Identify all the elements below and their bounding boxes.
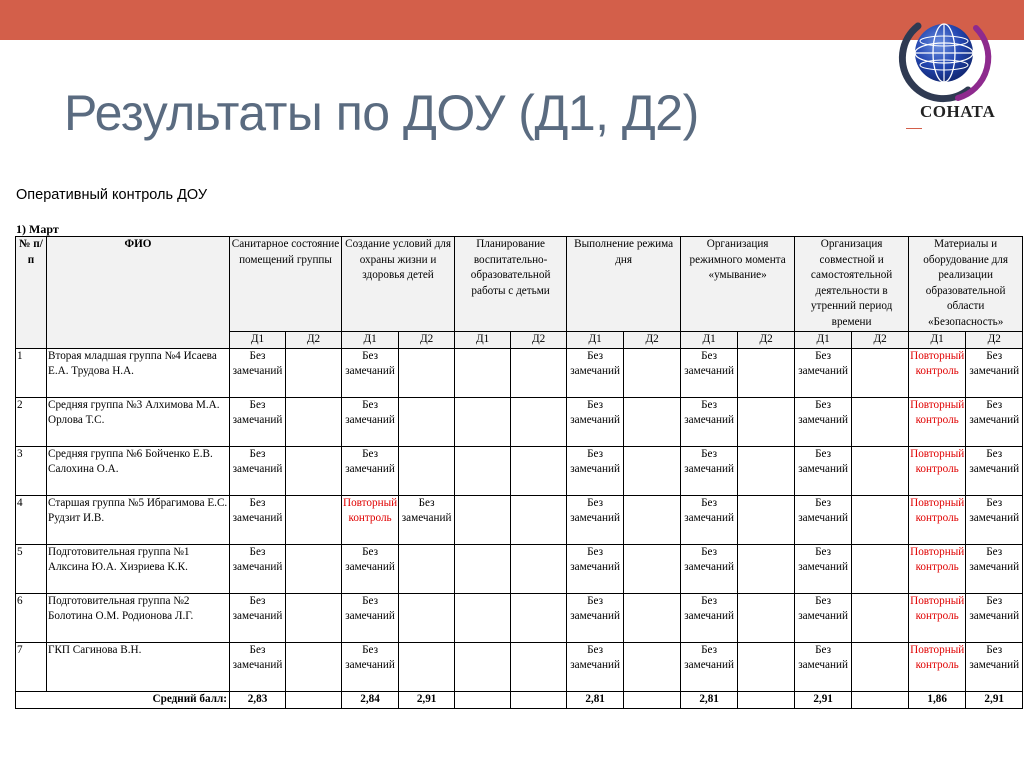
average-score-value: [455, 691, 511, 708]
table-cell: [399, 397, 455, 446]
table-row: [16, 348, 1023, 397]
header-d1: Д1: [567, 331, 624, 348]
table-cell: [624, 642, 681, 691]
row-number: 2: [16, 397, 47, 446]
header-d1: Д1: [230, 331, 286, 348]
table-row: [16, 544, 1023, 593]
repeat-control-cell: Повторный контроль: [909, 495, 966, 544]
table-cell: [455, 593, 511, 642]
table-cell: [511, 593, 567, 642]
top-accent-bar: [0, 0, 1024, 40]
table-cell: Без замечаний: [795, 593, 852, 642]
repeat-control-cell: Повторный контроль: [909, 397, 966, 446]
row-fio: Вторая младшая группа №4 Исаева Е.А. Трудова Н.А.: [47, 348, 230, 397]
table-cell: [286, 544, 342, 593]
table-cell: Без замечаний: [966, 397, 1023, 446]
table-cell: Без замечаний: [681, 397, 738, 446]
sonata-logo: [898, 8, 998, 123]
table-cell: [852, 642, 909, 691]
table-cell: [624, 593, 681, 642]
average-score-value: [738, 691, 795, 708]
row-number: 5: [16, 544, 47, 593]
table-cell: Без замечаний: [795, 544, 852, 593]
table-cell: Без замечаний: [795, 397, 852, 446]
row-fio: Старшая группа №5 Ибрагимова Е.С. Рудзит И.В.: [47, 495, 230, 544]
header-d2: Д2: [511, 331, 567, 348]
table-cell: Без замечаний: [567, 593, 624, 642]
table-cell: [511, 397, 567, 446]
table-cell: [511, 495, 567, 544]
table-cell: [624, 495, 681, 544]
table-cell: [286, 593, 342, 642]
header-d2: Д2: [966, 331, 1023, 348]
table-cell: [286, 495, 342, 544]
globe-icon: [898, 8, 998, 108]
header-d2: Д2: [624, 331, 681, 348]
logo-text: СОНАТА: [920, 102, 996, 121]
table-cell: Без замечаний: [342, 446, 399, 495]
table-cell: Без замечаний: [399, 495, 455, 544]
row-number: 7: [16, 642, 47, 691]
table-cell: [852, 446, 909, 495]
results-table: [15, 236, 1023, 709]
header-fio: ФИО: [47, 237, 230, 349]
header-criterion: Создание условий для охраны жизни и здоровья детей: [342, 237, 455, 332]
table-row: [16, 642, 1023, 691]
table-cell: Без замечаний: [966, 544, 1023, 593]
table-cell: Без замечаний: [230, 397, 286, 446]
average-score-value: 2,91: [795, 691, 852, 708]
table-cell: [399, 544, 455, 593]
row-fio: ГКП Сагинова В.Н.: [47, 642, 230, 691]
average-score-value: 2,91: [966, 691, 1023, 708]
table-cell: Без замечаний: [795, 495, 852, 544]
table-cell: Без замечаний: [966, 495, 1023, 544]
repeat-control-cell: Повторный контроль: [909, 642, 966, 691]
average-score-value: [286, 691, 342, 708]
table-cell: Без замечаний: [966, 593, 1023, 642]
table-cell: Без замечаний: [342, 348, 399, 397]
table-row: [16, 495, 1023, 544]
table-cell: [455, 495, 511, 544]
table-cell: [399, 348, 455, 397]
logo-underline: [906, 128, 922, 129]
document-subheading: 1) Март: [16, 222, 59, 236]
table-cell: [738, 593, 795, 642]
table-cell: Без замечаний: [681, 495, 738, 544]
header-d2: Д2: [738, 331, 795, 348]
table-cell: Без замечаний: [681, 446, 738, 495]
table-cell: Без замечаний: [567, 642, 624, 691]
header-d1: Д1: [909, 331, 966, 348]
table-cell: Без замечаний: [342, 593, 399, 642]
slide-title: Результаты по ДОУ (Д1, Д2): [64, 85, 699, 141]
table-cell: Без замечаний: [681, 593, 738, 642]
header-d2: Д2: [286, 331, 342, 348]
table-cell: [738, 348, 795, 397]
row-fio: Подготовительная группа №2 Болотина О.М. Родионова Л.Г.: [47, 593, 230, 642]
table-cell: Без замечаний: [230, 544, 286, 593]
table-row: [16, 397, 1023, 446]
table-cell: [852, 544, 909, 593]
table-cell: [852, 495, 909, 544]
table-cell: [624, 446, 681, 495]
header-criterion: Материалы и оборудование для реализации образовательной области «Безопасность»: [909, 237, 1023, 332]
table-cell: Без замечаний: [230, 348, 286, 397]
row-number: 4: [16, 495, 47, 544]
table-cell: Без замечаний: [342, 544, 399, 593]
table-cell: [852, 397, 909, 446]
table-cell: [399, 446, 455, 495]
table-cell: Без замечаний: [795, 348, 852, 397]
table-cell: [286, 446, 342, 495]
average-score-value: 1,86: [909, 691, 966, 708]
average-score-value: [511, 691, 567, 708]
row-fio: Средняя группа №3 Алхимова М.А. Орлова Т.С.: [47, 397, 230, 446]
table-cell: [399, 642, 455, 691]
row-number: 3: [16, 446, 47, 495]
table-cell: [455, 397, 511, 446]
table-cell: [624, 348, 681, 397]
table-cell: [738, 544, 795, 593]
table-cell: [286, 397, 342, 446]
table-cell: [286, 348, 342, 397]
header-criterion: Санитарное состояние помещений группы: [230, 237, 342, 332]
footer-blank: [16, 691, 47, 708]
header-d2: Д2: [852, 331, 909, 348]
table-cell: Без замечаний: [966, 348, 1023, 397]
repeat-control-cell: Повторный контроль: [909, 348, 966, 397]
table-cell: Без замечаний: [795, 642, 852, 691]
header-d1: Д1: [795, 331, 852, 348]
table-cell: Без замечаний: [342, 397, 399, 446]
header-d1: Д1: [681, 331, 738, 348]
repeat-control-cell: Повторный контроль: [909, 593, 966, 642]
table-row: [16, 446, 1023, 495]
table-cell: Без замечаний: [230, 593, 286, 642]
table-cell: [511, 446, 567, 495]
table-cell: Без замечаний: [681, 348, 738, 397]
table-cell: [455, 348, 511, 397]
repeat-control-cell: Повторный контроль: [909, 446, 966, 495]
table-cell: [455, 446, 511, 495]
average-score-value: 2,91: [399, 691, 455, 708]
header-d2: Д2: [399, 331, 455, 348]
table-cell: Без замечаний: [230, 446, 286, 495]
table-cell: [738, 397, 795, 446]
table-cell: [511, 544, 567, 593]
header-num: № п/п: [16, 237, 47, 349]
table-cell: Без замечаний: [966, 446, 1023, 495]
header-criterion: Организация режимного момента «умывание»: [681, 237, 795, 332]
table-cell: [738, 446, 795, 495]
average-score-value: 2,81: [567, 691, 624, 708]
average-score-value: 2,84: [342, 691, 399, 708]
table-cell: [624, 397, 681, 446]
table-cell: Без замечаний: [567, 397, 624, 446]
table-cell: [455, 544, 511, 593]
table-cell: Без замечаний: [795, 446, 852, 495]
header-d1: Д1: [342, 331, 399, 348]
average-score-value: [852, 691, 909, 708]
table-cell: [399, 593, 455, 642]
header-criterion: Организация совместной и самостоятельной деятельности в утренний период времени: [795, 237, 909, 332]
table-cell: Без замечаний: [230, 495, 286, 544]
row-number: 1: [16, 348, 47, 397]
table-cell: [511, 642, 567, 691]
table-cell: [738, 642, 795, 691]
repeat-control-cell: Повторный контроль: [909, 544, 966, 593]
row-fio: Подготовительная группа №1 Алксина Ю.А. Хизриева К.К.: [47, 544, 230, 593]
average-score-value: [624, 691, 681, 708]
table-cell: [852, 593, 909, 642]
table-cell: Без замечаний: [342, 642, 399, 691]
table-cell: Без замечаний: [567, 348, 624, 397]
document-heading: Оперативный контроль ДОУ: [16, 187, 208, 203]
table-cell: Без замечаний: [567, 495, 624, 544]
table-cell: [738, 495, 795, 544]
average-score-label: Средний балл:: [47, 691, 230, 708]
table-cell: Без замечаний: [567, 544, 624, 593]
table-cell: [511, 348, 567, 397]
header-criterion: Планирование воспитательно-образовательной работы с детьми: [455, 237, 567, 332]
table-cell: Без замечаний: [681, 544, 738, 593]
table-cell: Без замечаний: [567, 446, 624, 495]
table-cell: [455, 642, 511, 691]
table-cell: [624, 544, 681, 593]
row-fio: Средняя группа №6 Бойченко Е.В. Салохина О.А.: [47, 446, 230, 495]
header-criterion: Выполнение режима дня: [567, 237, 681, 332]
average-score-value: 2,81: [681, 691, 738, 708]
header-d1: Д1: [455, 331, 511, 348]
repeat-control-cell: Повторный контроль: [342, 495, 399, 544]
table-cell: Без замечаний: [230, 642, 286, 691]
table-row: [16, 593, 1023, 642]
average-score-value: 2,83: [230, 691, 286, 708]
row-number: 6: [16, 593, 47, 642]
table-cell: [286, 642, 342, 691]
table-cell: Без замечаний: [966, 642, 1023, 691]
table-cell: [852, 348, 909, 397]
table-cell: Без замечаний: [681, 642, 738, 691]
